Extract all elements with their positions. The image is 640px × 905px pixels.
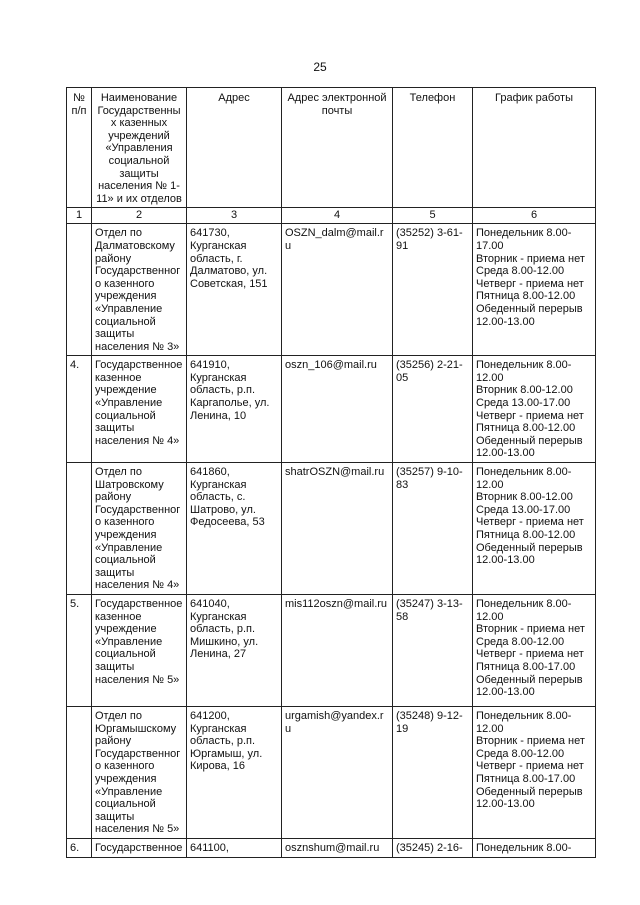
work-schedule bbox=[473, 594, 596, 706]
table-row bbox=[67, 706, 596, 838]
schedule-line: Вторник - приема нет bbox=[476, 252, 585, 265]
column-number: 1 bbox=[67, 208, 92, 224]
schedule-line: Среда 8.00-12.00 bbox=[476, 635, 565, 648]
institution-name: Отдел по Шатровскому району Государственного казенного учреждения «Управление социальной защиты населения № 4» bbox=[92, 463, 187, 595]
work-schedule bbox=[473, 838, 596, 857]
row-num bbox=[67, 706, 92, 838]
column-number: 5 bbox=[393, 208, 473, 224]
institution-phone: (35247) 3-13-58 bbox=[393, 594, 473, 706]
column-number: 2 bbox=[92, 208, 187, 224]
institution-phone: (35248) 9-12-19 bbox=[393, 706, 473, 838]
institution-phone: (35252) 3-61-91 bbox=[393, 224, 473, 356]
schedule-line: Среда 13.00-17.00 bbox=[476, 397, 571, 410]
work-schedule bbox=[473, 706, 596, 838]
header-row bbox=[67, 88, 596, 208]
schedule-line: Пятница 8.00-12.00 bbox=[476, 290, 576, 303]
schedule-line: Пятница 8.00-12.00 bbox=[476, 422, 576, 435]
institution-name: Государственное bbox=[92, 838, 187, 857]
table-row bbox=[67, 594, 596, 706]
institution-email: osznshum@mail.ru bbox=[282, 838, 393, 857]
table-row bbox=[67, 224, 596, 356]
schedule-line: Среда 8.00-12.00 bbox=[476, 747, 565, 760]
institution-name: Отдел по Юргамышскому району Государственного казенного учреждения «Управление социальной защиты населения № 5» bbox=[92, 706, 187, 838]
column-number: 4 bbox=[282, 208, 393, 224]
institution-phone: (35257) 9-10-83 bbox=[393, 463, 473, 595]
institution-email: urgamish@yandex.ru bbox=[282, 706, 393, 838]
schedule-line: Вторник - приема нет bbox=[476, 623, 585, 636]
schedule-line: Пятница 8.00-17.00 bbox=[476, 772, 576, 785]
institution-address: 641200, Курганская область, р.п. Юргамыш, ул. Кирова, 16 bbox=[187, 706, 282, 838]
institution-name: Государственное казенное учреждение «Управление социальной защиты населения № 5» bbox=[92, 594, 187, 706]
schedule-line: Четверг - приема нет bbox=[476, 648, 584, 661]
institution-address: 641860, Курганская область, с. Шатрово, ул. Федосеева, 53 bbox=[187, 463, 282, 595]
schedule-line: Понедельник 8.00-12.00 bbox=[476, 709, 572, 735]
schedule-line: Обеденный перерыв 12.00-13.00 bbox=[476, 434, 583, 460]
schedule-line: Четверг - приема нет bbox=[476, 409, 584, 422]
row-num bbox=[67, 463, 92, 595]
institution-address: 641100, bbox=[187, 838, 282, 857]
schedule-line: Понедельник 8.00-17.00 bbox=[476, 227, 572, 252]
schedule-line: Среда 8.00-12.00 bbox=[476, 265, 565, 278]
schedule-line: Пятница 8.00-17.00 bbox=[476, 660, 576, 673]
schedule-line: Понедельник 8.00-12.00 bbox=[476, 359, 572, 384]
schedule-line: Обеденный перерыв 12.00-13.00 bbox=[476, 673, 583, 699]
schedule-line: Обеденный перерыв 12.00-13.00 bbox=[476, 785, 583, 811]
institution-email: OSZN_dalm@mail.ru bbox=[282, 224, 393, 356]
institution-name: Отдел по Далматовскому району Государственного казенного учреждения «Управление социальной защиты населения № 3» bbox=[92, 224, 187, 356]
header-email: Адрес электронной почты bbox=[282, 88, 393, 208]
row-num: 4. bbox=[67, 356, 92, 463]
header-address: Адрес bbox=[187, 88, 282, 208]
work-schedule bbox=[473, 463, 596, 595]
schedule-line: Обеденный перерыв 12.00-13.00 bbox=[476, 541, 583, 567]
work-schedule bbox=[473, 356, 596, 463]
header-phone: Телефон bbox=[393, 88, 473, 208]
institution-phone: (35256) 2-21-05 bbox=[393, 356, 473, 463]
table-row bbox=[67, 356, 596, 463]
schedule-line: Среда 13.00-17.00 bbox=[476, 503, 571, 516]
schedule-line: Четверг - приема нет bbox=[476, 277, 584, 290]
header-schedule: График работы bbox=[473, 88, 596, 208]
table-row bbox=[67, 838, 596, 857]
row-num: 5. bbox=[67, 594, 92, 706]
schedule-line: Понедельник 8.00- bbox=[476, 841, 572, 854]
institution-name: Государственное казенное учреждение «Управление социальной защиты населения № 4» bbox=[92, 356, 187, 463]
schedule-line: Вторник - приема нет bbox=[476, 735, 585, 748]
page-number: 25 bbox=[313, 60, 327, 74]
institution-email: shatrOSZN@mail.ru bbox=[282, 463, 393, 595]
row-num: 6. bbox=[67, 838, 92, 857]
institution-address: 641040, Курганская область, р.п. Мишкино, ул. Ленина, 27 bbox=[187, 594, 282, 706]
work-schedule bbox=[473, 224, 596, 356]
column-number: 3 bbox=[187, 208, 282, 224]
column-number-row bbox=[67, 208, 596, 224]
institution-address: 641910, Курганская область, р.п. Каргаполье, ул. Ленина, 10 bbox=[187, 356, 282, 463]
institution-email: mis112oszn@mail.ru bbox=[282, 594, 393, 706]
table-row bbox=[67, 463, 596, 595]
schedule-line: Четверг - приема нет bbox=[476, 516, 584, 529]
schedule-line: Четверг - приема нет bbox=[476, 760, 584, 773]
schedule-line: Обеденный перерыв 12.00-13.00 bbox=[476, 302, 583, 328]
column-number: 6 bbox=[473, 208, 596, 224]
schedule-line: Пятница 8.00-12.00 bbox=[476, 529, 576, 541]
offices-table bbox=[66, 87, 596, 858]
institution-address: 641730, Курганская область, г. Далматово, ул. Советская, 151 bbox=[187, 224, 282, 356]
header-name: Наименование Государственных казенных учреждений «Управления социальной защиты населения № 1-11» и их отделов bbox=[92, 88, 187, 208]
schedule-line: Вторник 8.00-12.00 bbox=[476, 491, 573, 504]
header-num: № п/п bbox=[67, 88, 92, 208]
schedule-line: Понедельник 8.00-12.00 bbox=[476, 466, 572, 491]
schedule-line: Вторник 8.00-12.00 bbox=[476, 384, 573, 397]
row-num bbox=[67, 224, 92, 356]
institution-phone: (35245) 2-16- bbox=[393, 838, 473, 857]
schedule-line: Понедельник 8.00-12.00 bbox=[476, 597, 572, 623]
institution-email: oszn_106@mail.ru bbox=[282, 356, 393, 463]
